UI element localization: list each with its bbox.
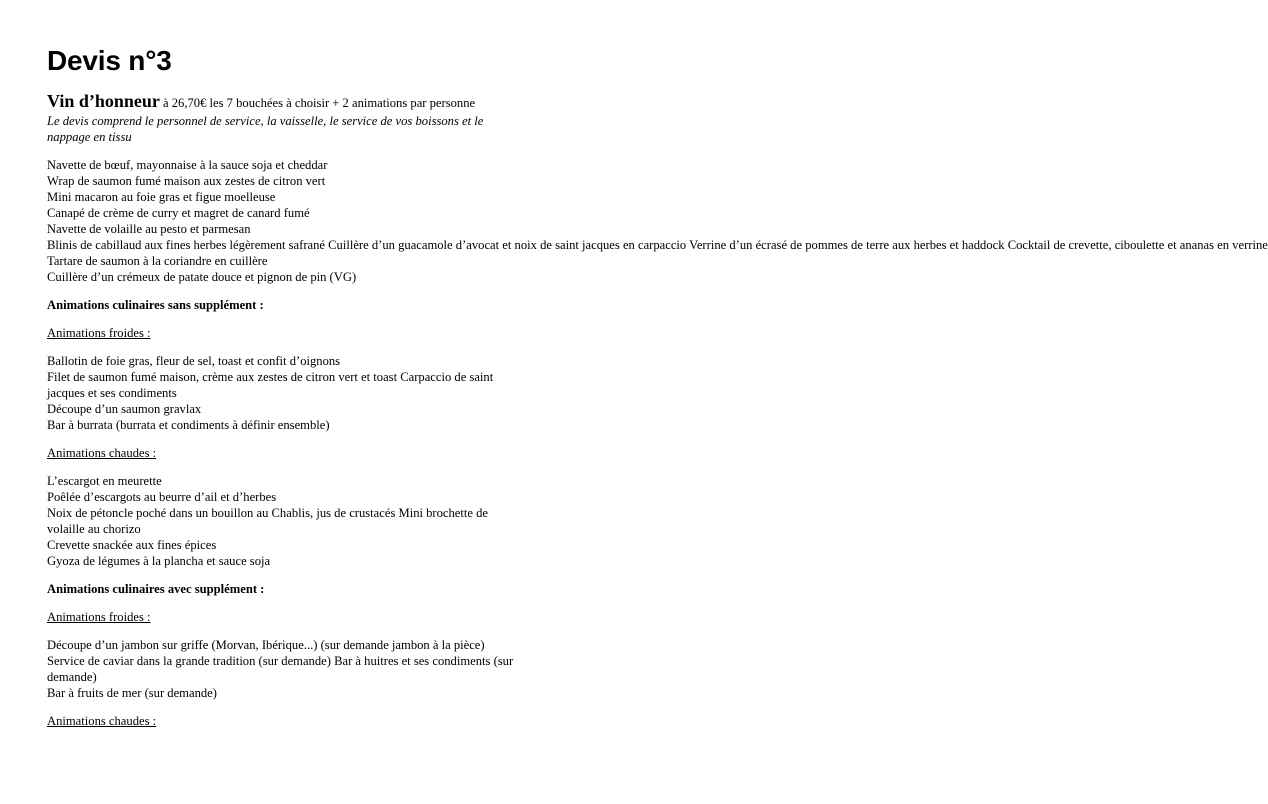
section-heading-avec-supplement: Animations culinaires avec supplément : [47, 582, 265, 596]
animations-froides-supplement-list [47, 637, 527, 701]
list-item: Filet de saumon fumé maison, crème aux zestes de citron vert et toast Carpaccio de saint jacques et ses condiments [47, 370, 494, 400]
document-title: Devis n°3 [47, 45, 172, 76]
subheading-animations-chaudes-supplement: Animations chaudes : [47, 714, 157, 728]
list-item: L’escargot en meurette [47, 474, 162, 488]
list-item: Tartare de saumon à la coriandre en cuillère [47, 254, 268, 268]
list-item: Poêlée d’escargots au beurre d’ail et d’herbes [47, 490, 277, 504]
vin-honneur-price: à 26,70€ les 7 bouchées à choisir + 2 animations par personne [159, 96, 476, 110]
list-item: Noix de pétoncle poché dans un bouillon au Chablis, jus de crustacés Mini brochette de volaille au chorizo [47, 506, 489, 536]
list-item: Canapé de crème de curry et magret de canard fumé [47, 206, 310, 220]
devis-description: Le devis comprend le personnel de service, la vaisselle, le service de vos boissons et le nappage en tissu [47, 114, 484, 144]
document-page [47, 44, 1268, 729]
subheading-animations-chaudes: Animations chaudes : [47, 446, 157, 460]
list-item: Navette de volaille au pesto et parmesan [47, 222, 251, 236]
subheading-animations-froides-supplement: Animations froides : [47, 610, 151, 624]
list-item: Navette de bœuf, mayonnaise à la sauce soja et cheddar [47, 158, 328, 172]
vin-honneur-title: Vin d’honneur [47, 91, 160, 111]
section-heading-sans-supplement: Animations culinaires sans supplément : [47, 298, 264, 312]
list-item: Service de caviar dans la grande tradition (sur demande) Bar à huitres et ses condiments (sur demande) [47, 654, 514, 684]
list-item: Gyoza de légumes à la plancha et sauce soja [47, 554, 271, 568]
list-item: Bar à fruits de mer (sur demande) [47, 686, 217, 700]
animations-chaudes-list [47, 473, 527, 569]
list-item: Découpe d’un jambon sur griffe (Morvan, Ibérique...) (sur demande jambon à la pièce) [47, 638, 485, 652]
list-item: Mini macaron au foie gras et figue moelleuse [47, 190, 276, 204]
animations-froides-list [47, 353, 527, 433]
list-item: Blinis de cabillaud aux fines herbes légèrement safrané Cuillère d’un guacamole d’avocat et noix de saint jacques en carpaccio Verrine d’un écrasé de pommes de terre aux herbes et haddock Cocktail de crevette, ciboulette et ananas en verrine [47, 238, 1268, 252]
subheading-animations-froides: Animations froides : [47, 326, 151, 340]
list-item: Crevette snackée aux fines épices [47, 538, 217, 552]
list-item: Wrap de saumon fumé maison aux zestes de citron vert [47, 174, 326, 188]
list-item: Cuillère d’un crémeux de patate douce et pignon de pin (VG) [47, 270, 357, 284]
bouchees-list [47, 157, 1268, 285]
list-item: Bar à burrata (burrata et condiments à définir ensemble) [47, 418, 330, 432]
list-item: Découpe d’un saumon gravlax [47, 402, 202, 416]
vin-honneur-line [47, 92, 527, 112]
list-item: Ballotin de foie gras, fleur de sel, toast et confit d’oignons [47, 354, 341, 368]
